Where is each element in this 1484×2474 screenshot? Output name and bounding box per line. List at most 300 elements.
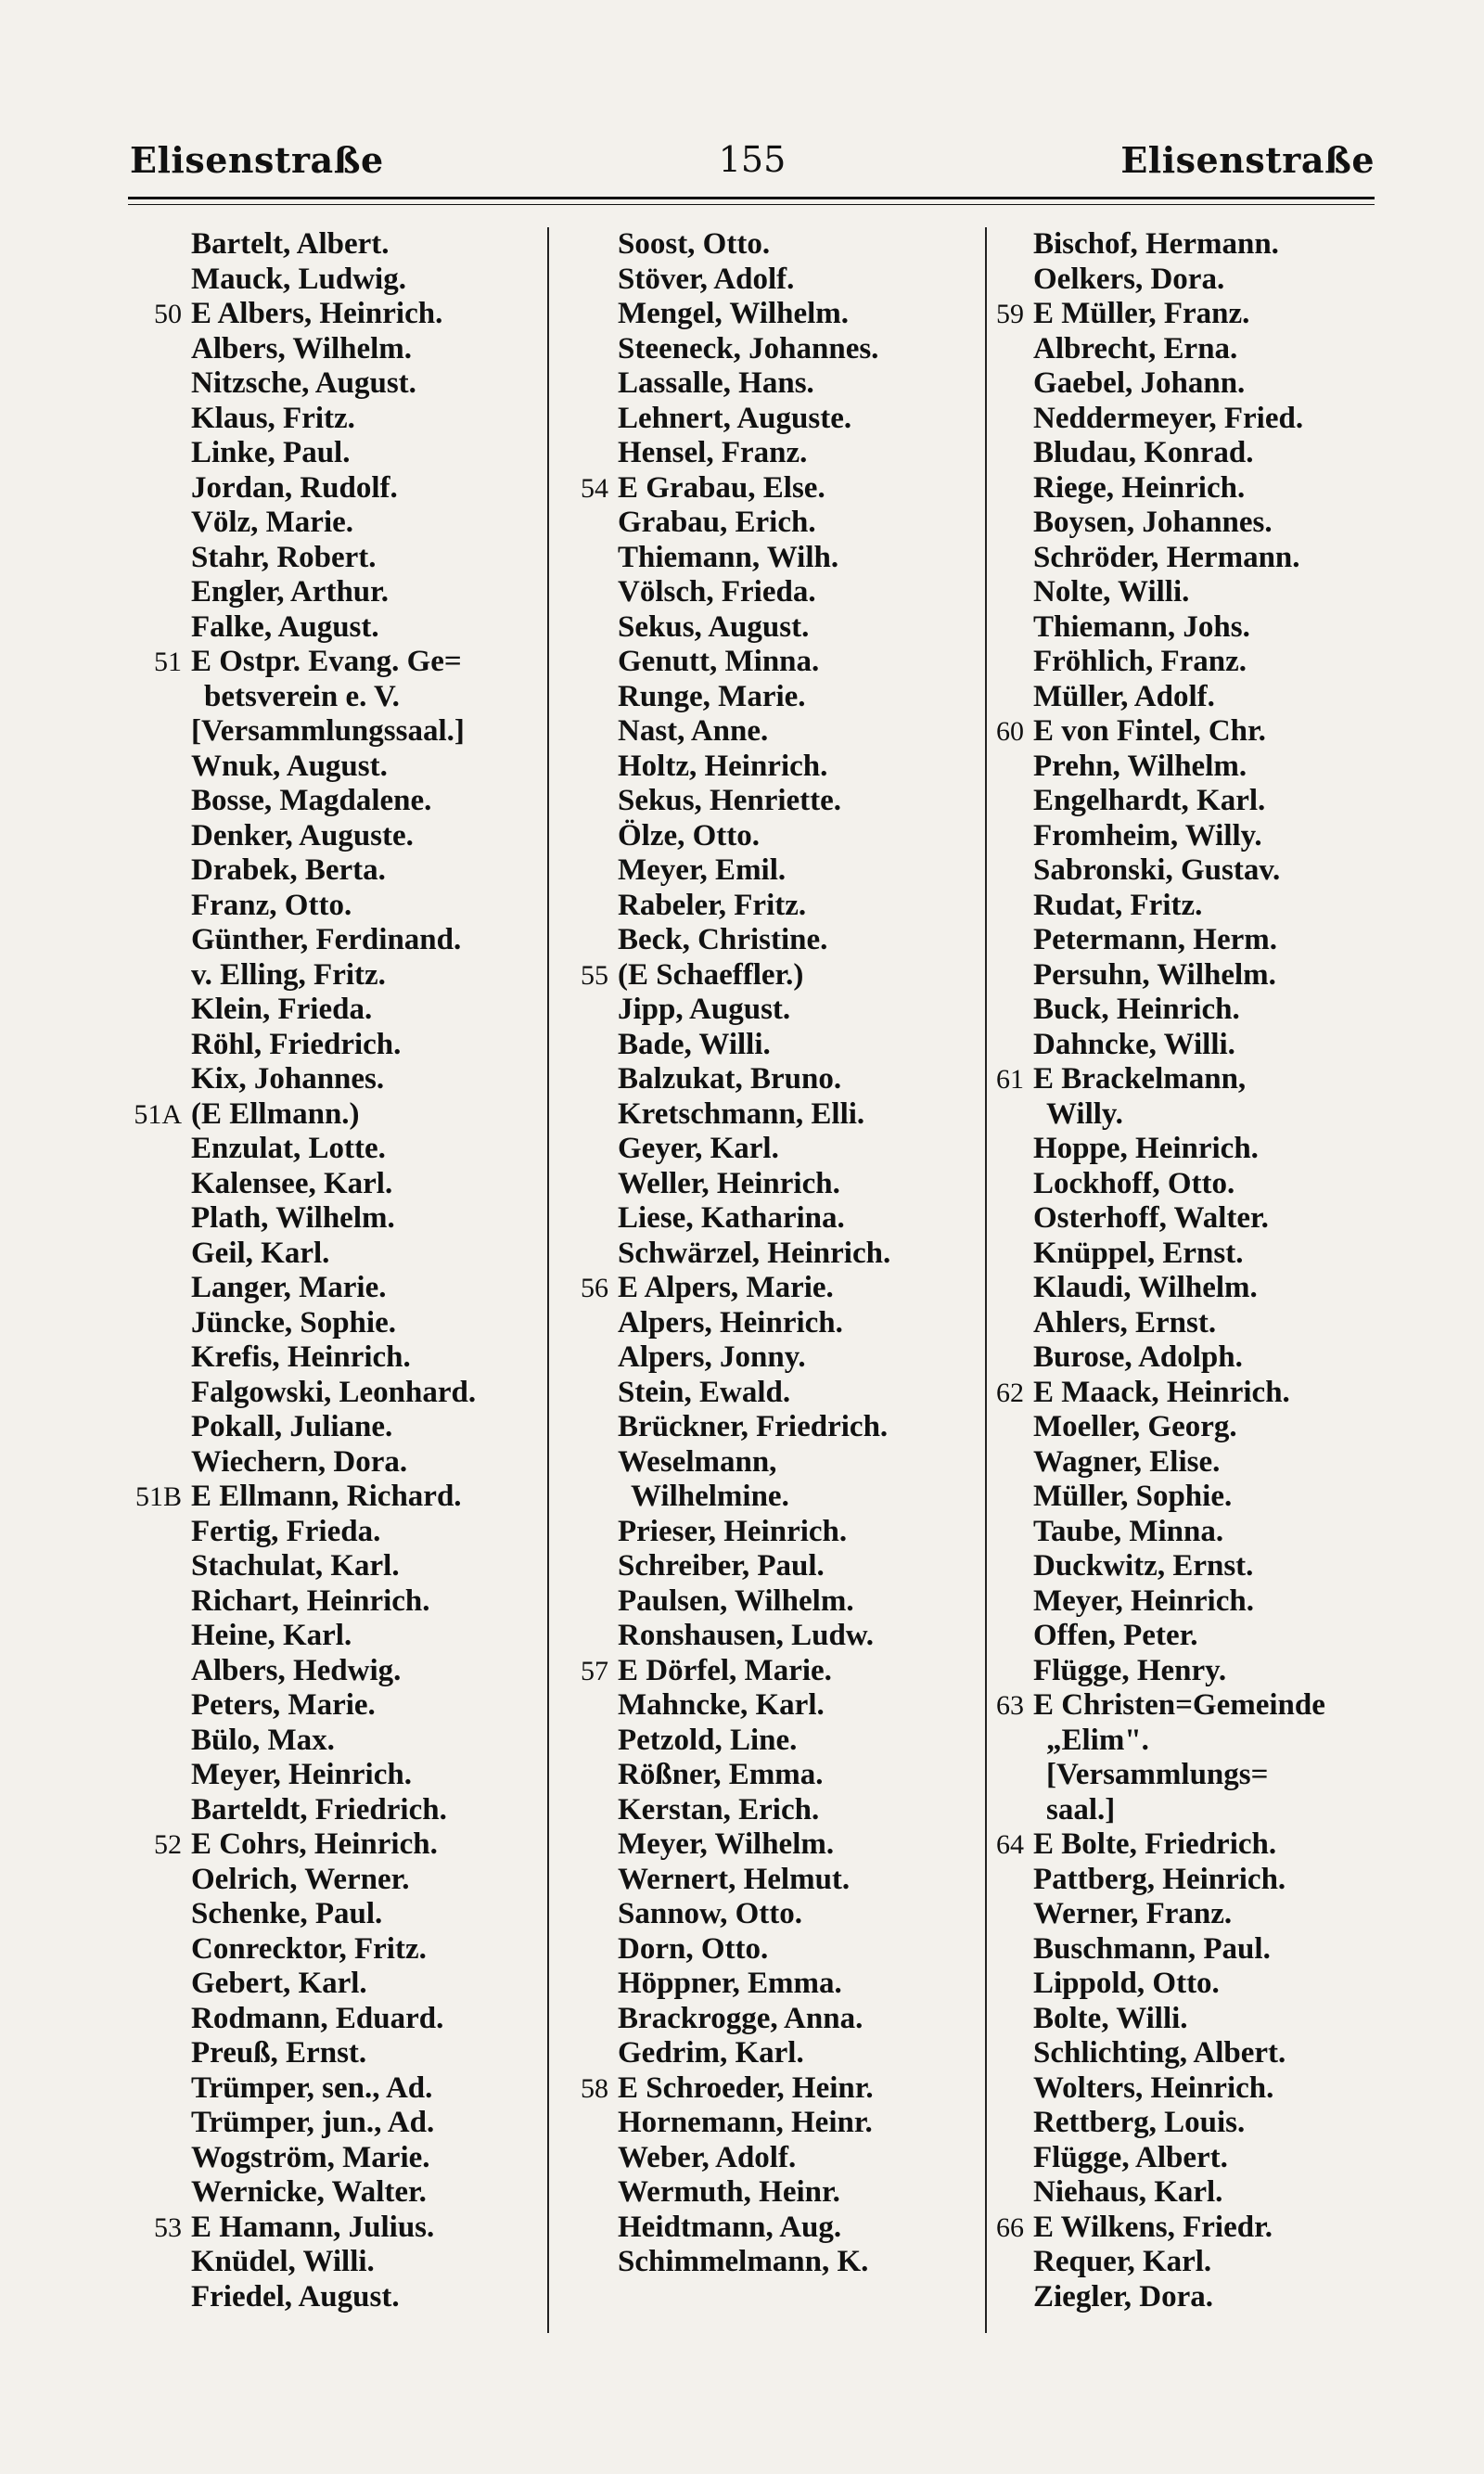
resident-name: E Schroeder, Heinr. <box>618 2070 874 2105</box>
directory-entry <box>556 575 981 610</box>
resident-name: (E Ellmann.) <box>191 1096 360 1131</box>
directory-entry <box>130 1827 545 1863</box>
directory-entry <box>130 1549 545 1584</box>
directory-entry <box>556 1863 981 1898</box>
resident-name: Willy. <box>1046 1096 1123 1131</box>
resident-name: Ölze, Otto. <box>618 818 761 852</box>
directory-entry <box>130 784 545 819</box>
resident-name: Hornemann, Heinr. <box>618 2106 873 2139</box>
directory-entry <box>130 2211 545 2246</box>
directory-entry <box>972 2245 1401 2280</box>
directory-entry <box>556 1237 981 1272</box>
directory-entry <box>130 506 545 541</box>
resident-name: Bartelt, Albert. <box>191 227 390 261</box>
directory-entry <box>556 784 981 819</box>
directory-entry <box>130 1480 545 1515</box>
resident-name: Mengel, Wilhelm. <box>618 297 850 330</box>
resident-name: Buck, Heinrich. <box>1033 993 1240 1026</box>
resident-name: Wermuth, Heinr. <box>618 2175 840 2209</box>
directory-entry <box>972 1932 1401 1968</box>
directory-entry <box>556 2245 981 2280</box>
directory-entry <box>972 889 1401 924</box>
resident-name: Albers, Wilhelm. <box>191 331 413 365</box>
directory-entry <box>130 923 545 958</box>
resident-name: Pokall, Juliane. <box>191 1410 393 1443</box>
resident-name: E Albers, Heinrich. <box>191 297 443 330</box>
resident-name: Engler, Arthur. <box>191 575 390 609</box>
directory-entry <box>556 1097 981 1133</box>
resident-name: Meyer, Wilhelm. <box>618 1827 835 1861</box>
directory-entry <box>130 541 545 576</box>
directory-entry <box>972 1724 1401 1759</box>
resident-name: Falgowski, Leonhard. <box>191 1375 477 1409</box>
directory-entry <box>972 610 1401 646</box>
directory-entry <box>556 714 981 750</box>
directory-entry <box>130 1376 545 1411</box>
resident-name: Grabau, Erich. <box>618 506 816 539</box>
directory-entry <box>556 2002 981 2037</box>
house-number: 50 <box>154 299 182 329</box>
resident-name: Kerstan, Erich. <box>618 1792 820 1827</box>
resident-name: Stahr, Robert. <box>191 540 377 574</box>
directory-entry <box>556 645 981 680</box>
resident-name: Schwärzel, Heinrich. <box>618 1236 891 1270</box>
resident-name: v. Elling, Fritz. <box>191 957 386 992</box>
directory-entry <box>130 1932 545 1968</box>
directory-entry <box>972 714 1401 750</box>
resident-name: Bülo, Max. <box>191 1723 335 1757</box>
resident-name: Petzold, Line. <box>618 1723 798 1757</box>
resident-name: Ziegler, Dora. <box>1033 2279 1213 2314</box>
directory-entry <box>972 366 1401 402</box>
resident-name: Müller, Adolf. <box>1033 679 1215 713</box>
house-number: 52 <box>154 1829 182 1860</box>
resident-name: Müller, Sophie. <box>1033 1480 1233 1513</box>
directory-entry <box>972 1584 1401 1620</box>
directory-entry <box>130 227 545 263</box>
resident-name: Petermann, Herm. <box>1033 923 1277 956</box>
directory-entry <box>972 1097 1401 1133</box>
resident-name: Hensel, Franz. <box>618 436 808 469</box>
resident-name: Weber, Adolf. <box>618 2140 797 2174</box>
directory-entry <box>130 1097 545 1133</box>
directory-entry <box>972 2002 1401 2037</box>
resident-name: Brückner, Friedrich. <box>618 1410 889 1443</box>
resident-name: Ronshausen, Ludw. <box>618 1619 875 1652</box>
resident-name: E Hamann, Julius. <box>191 2210 435 2244</box>
resident-name: Hoppe, Heinrich. <box>1033 1132 1259 1165</box>
resident-name: Conrecktor, Fritz. <box>191 1931 427 1966</box>
house-number: 59 <box>996 299 1024 329</box>
directory-entry <box>130 2071 545 2107</box>
directory-entry <box>556 1480 981 1515</box>
directory-entry <box>556 332 981 367</box>
directory-entry <box>556 2106 981 2141</box>
directory-entry <box>130 1688 545 1724</box>
directory-entry <box>556 2071 981 2107</box>
directory-entry <box>130 750 545 785</box>
resident-name: Brackrogge, Anna. <box>618 2001 864 2035</box>
directory-entry <box>972 2175 1401 2211</box>
page-header <box>130 139 1375 186</box>
directory-entry <box>556 853 981 889</box>
directory-entry <box>556 1549 981 1584</box>
directory-entry <box>972 227 1401 263</box>
resident-name: Nast, Anne. <box>618 714 769 748</box>
resident-name: Völz, Marie. <box>191 506 354 539</box>
directory-entry <box>556 2175 981 2211</box>
directory-entry <box>972 1201 1401 1237</box>
resident-name: Schreiber, Paul. <box>618 1549 825 1583</box>
directory-entry <box>556 1827 981 1863</box>
resident-name: Rabeler, Fritz. <box>618 888 807 922</box>
directory-entry <box>972 263 1401 298</box>
resident-name: Wnuk, August. <box>191 749 388 783</box>
directory-entry <box>972 1132 1401 1167</box>
resident-name: Drabek, Berta. <box>191 853 386 887</box>
resident-name: Rodmann, Eduard. <box>191 2001 444 2035</box>
directory-entry <box>556 1201 981 1237</box>
resident-name: Bade, Willi. <box>618 1027 771 1061</box>
directory-entry <box>130 366 545 402</box>
resident-name: Sekus, Henriette. <box>618 784 842 817</box>
directory-entry <box>556 1271 981 1306</box>
street-name-right: Elisenstraße <box>1120 139 1375 181</box>
directory-entry <box>130 436 545 471</box>
resident-name: E Christen=Gemeinde <box>1033 1688 1325 1722</box>
resident-name: Wolters, Heinrich. <box>1033 2070 1274 2105</box>
directory-entry <box>972 680 1401 715</box>
resident-name: Dahncke, Willi. <box>1033 1027 1235 1061</box>
directory-entry <box>556 610 981 646</box>
directory-entry <box>130 680 545 715</box>
house-number: 63 <box>996 1690 1024 1721</box>
resident-name: Bludau, Konrad. <box>1033 436 1254 469</box>
resident-name: (E Schaeffler.) <box>618 957 804 992</box>
resident-name: Sabronski, Gustav. <box>1033 853 1281 887</box>
directory-entry <box>130 1619 545 1654</box>
directory-entry <box>130 1410 545 1445</box>
resident-name: Geil, Karl. <box>191 1236 330 1270</box>
house-number: 64 <box>996 1829 1024 1860</box>
directory-entry <box>130 1445 545 1481</box>
directory-entry <box>972 1237 1401 1272</box>
resident-name: Stachulat, Karl. <box>191 1549 400 1583</box>
resident-name: Rudat, Fritz. <box>1033 888 1203 922</box>
directory-entry <box>556 1306 981 1341</box>
resident-name: Genutt, Minna. <box>618 645 820 678</box>
resident-name: Nolte, Willi. <box>1033 575 1190 609</box>
directory-entry <box>130 1654 545 1689</box>
resident-name: Klein, Frieda. <box>191 993 373 1026</box>
house-number: 54 <box>581 472 608 504</box>
resident-name: Falke, August. <box>191 609 379 644</box>
resident-name: Boysen, Johannes. <box>1033 506 1273 539</box>
resident-name: Wogström, Marie. <box>191 2140 430 2174</box>
resident-name: Bosse, Magdalene. <box>191 784 432 817</box>
resident-name: Denker, Auguste. <box>191 818 414 852</box>
directory-entry <box>972 1619 1401 1654</box>
directory-entry <box>972 1062 1401 1097</box>
resident-name: Jipp, August. <box>618 993 791 1026</box>
directory-entry <box>972 506 1401 541</box>
resident-name: Neddermeyer, Fried. <box>1033 401 1304 435</box>
resident-name: Albrecht, Erna. <box>1033 331 1238 365</box>
resident-name: Klaudi, Wilhelm. <box>1033 1271 1258 1304</box>
resident-name: Gedrim, Karl. <box>618 2036 804 2070</box>
column-3 <box>972 227 1401 2314</box>
directory-entry <box>972 402 1401 437</box>
directory-entry <box>130 471 545 506</box>
header-rule <box>128 197 1375 199</box>
directory-entry <box>972 1445 1401 1481</box>
directory-entry <box>556 889 981 924</box>
resident-name: Plath, Wilhelm. <box>191 1201 395 1235</box>
resident-name: Oelkers, Dora. <box>1033 262 1225 296</box>
resident-name: Gebert, Karl. <box>191 1967 367 2000</box>
directory-entry <box>556 1688 981 1724</box>
directory-entry <box>972 1967 1401 2002</box>
resident-name: Paulsen, Wilhelm. <box>618 1583 854 1618</box>
resident-name: Pattberg, Heinrich. <box>1033 1862 1286 1896</box>
directory-entry <box>556 1932 981 1968</box>
directory-entry <box>130 1758 545 1793</box>
directory-entry <box>556 471 981 506</box>
directory-entry <box>556 227 981 263</box>
house-number: 60 <box>996 716 1024 747</box>
directory-entry <box>130 993 545 1028</box>
directory-entry <box>130 402 545 437</box>
directory-entry <box>130 1271 545 1306</box>
resident-name: Rößner, Emma. <box>618 1758 824 1791</box>
directory-entry <box>130 1863 545 1898</box>
resident-name: Dorn, Otto. <box>618 1931 769 1966</box>
resident-name: Höppner, Emma. <box>618 1967 842 2000</box>
directory-entry <box>556 1793 981 1828</box>
resident-name: Alpers, Jonny. <box>618 1340 806 1374</box>
resident-name: Thiemann, Johs. <box>1033 609 1250 644</box>
house-number: 62 <box>996 1377 1024 1408</box>
directory-entry <box>556 1758 981 1793</box>
directory-entry <box>972 1340 1401 1376</box>
resident-name: Bischof, Hermann. <box>1033 227 1279 261</box>
resident-name: Niehaus, Karl. <box>1033 2175 1223 2209</box>
resident-name: Gaebel, Johann. <box>1033 366 1246 400</box>
resident-name: Duckwitz, Ernst. <box>1033 1549 1254 1583</box>
directory-entry <box>130 2002 545 2037</box>
resident-name: Lockhoff, Otto. <box>1033 1166 1235 1200</box>
directory-entry <box>130 1724 545 1759</box>
resident-name: Riege, Heinrich. <box>1033 470 1246 505</box>
resident-name: Weller, Heinrich. <box>618 1166 840 1200</box>
directory-entry <box>972 297 1401 332</box>
directory-entry <box>972 1688 1401 1724</box>
resident-name: Lippold, Otto. <box>1033 1967 1220 2000</box>
directory-entry <box>130 575 545 610</box>
resident-name: Knüdel, Willi. <box>191 2245 375 2278</box>
directory-entry <box>972 784 1401 819</box>
directory-entry <box>130 1515 545 1550</box>
house-number: 51B <box>134 1481 182 1512</box>
resident-name: Schenke, Paul. <box>191 1897 383 1930</box>
directory-entry <box>972 2280 1401 2315</box>
directory-entry <box>556 1619 981 1654</box>
resident-name: Engelhardt, Karl. <box>1033 784 1266 817</box>
resident-name: Osterhoff, Walter. <box>1033 1201 1269 1235</box>
directory-entry <box>130 1897 545 1932</box>
resident-name: Liese, Katharina. <box>618 1201 845 1235</box>
directory-entry <box>556 923 981 958</box>
resident-name: Stöver, Adolf. <box>618 262 795 296</box>
directory-entry <box>130 1584 545 1620</box>
directory-entry <box>972 1480 1401 1515</box>
resident-name: Geyer, Karl. <box>618 1132 779 1165</box>
resident-name: E Wilkens, Friedr. <box>1033 2210 1273 2244</box>
directory-entry <box>556 263 981 298</box>
house-number: 61 <box>996 1064 1024 1095</box>
resident-name: Fröhlich, Franz. <box>1033 645 1247 678</box>
directory-entry <box>972 645 1401 680</box>
resident-name: Wilhelmine. <box>631 1480 789 1513</box>
directory-entry <box>972 1271 1401 1306</box>
resident-name: Taube, Minna. <box>1033 1514 1224 1548</box>
resident-name: Kix, Johannes. <box>191 1062 385 1096</box>
column-1 <box>130 227 545 2314</box>
resident-name: E Brackelmann, <box>1033 1062 1247 1096</box>
resident-name: Wagner, Elise. <box>1033 1444 1221 1479</box>
directory-entry <box>556 1445 981 1481</box>
directory-entry <box>556 1167 981 1202</box>
column-divider <box>547 227 549 2333</box>
directory-entry <box>556 541 981 576</box>
resident-name: Steeneck, Johannes. <box>618 331 879 365</box>
directory-entry <box>130 1167 545 1202</box>
directory-entry <box>972 1549 1401 1584</box>
directory-entry <box>556 1132 981 1167</box>
directory-entry <box>972 1376 1401 1411</box>
resident-name: Burose, Adolph. <box>1033 1340 1243 1374</box>
resident-name: Soost, Otto. <box>618 227 771 261</box>
directory-entry <box>972 2106 1401 2141</box>
directory-entry <box>972 1028 1401 1063</box>
house-number: 56 <box>581 1273 608 1303</box>
directory-entry <box>130 2141 545 2176</box>
resident-name: Wernert, Helmut. <box>618 1862 851 1896</box>
directory-entry <box>972 853 1401 889</box>
resident-name: Runge, Marie. <box>618 679 806 713</box>
house-number: 57 <box>581 1655 608 1686</box>
resident-name: Stein, Ewald. <box>618 1375 791 1409</box>
resident-name: Trümper, sen., Ad. <box>191 2070 433 2105</box>
resident-name: Ahlers, Ernst. <box>1033 1305 1217 1340</box>
resident-name: Langer, Marie. <box>191 1271 387 1304</box>
directory-entry <box>130 1306 545 1341</box>
resident-name: Kretschmann, Elli. <box>618 1096 865 1131</box>
resident-name: Franz, Otto. <box>191 888 352 922</box>
directory-entry <box>972 2141 1401 2176</box>
column-2 <box>556 227 981 2280</box>
directory-entry <box>130 297 545 332</box>
resident-name: Fertig, Frieda. <box>191 1514 381 1548</box>
house-number: 53 <box>154 2211 182 2243</box>
resident-name: Linke, Paul. <box>191 436 351 469</box>
resident-name: Meyer, Heinrich. <box>1033 1583 1254 1618</box>
directory-entry <box>130 1967 545 2002</box>
resident-name: Kalensee, Karl. <box>191 1166 393 1200</box>
resident-name: E von Fintel, Chr. <box>1033 714 1266 748</box>
resident-name: E Alpers, Marie. <box>618 1271 834 1304</box>
resident-name: Völsch, Frieda. <box>618 575 816 609</box>
directory-entry <box>130 1340 545 1376</box>
directory-entry <box>972 1306 1401 1341</box>
directory-entry <box>130 2175 545 2211</box>
resident-name: Klaus, Fritz. <box>191 401 355 435</box>
resident-name: Knüppel, Ernst. <box>1033 1236 1244 1270</box>
resident-name: [Versammlungs= <box>1046 1758 1269 1791</box>
street-name-left: Elisenstraße <box>130 139 384 181</box>
directory-entry <box>972 575 1401 610</box>
directory-entry <box>556 2211 981 2246</box>
directory-entry <box>972 819 1401 854</box>
resident-name: Bolte, Willi. <box>1033 2001 1188 2035</box>
resident-name: Persuhn, Wilhelm. <box>1033 957 1276 992</box>
resident-name: betsverein e. V. <box>204 679 400 713</box>
directory-entry <box>972 436 1401 471</box>
directory-entry <box>972 923 1401 958</box>
directory-entry <box>130 263 545 298</box>
directory-entry <box>556 2036 981 2071</box>
resident-name: Jüncke, Sophie. <box>191 1305 396 1340</box>
resident-name: Barteldt, Friedrich. <box>191 1792 447 1827</box>
resident-name: Röhl, Friedrich. <box>191 1027 402 1061</box>
resident-name: Heidtmann, Aug. <box>618 2210 842 2244</box>
resident-name: E Bolte, Friedrich. <box>1033 1827 1277 1861</box>
directory-entry <box>130 2280 545 2315</box>
directory-entry <box>130 714 545 750</box>
resident-name: E Ostpr. Evang. Ge= <box>191 645 462 678</box>
resident-name: Trümper, jun., Ad. <box>191 2106 435 2139</box>
resident-name: [Versammlungssaal.] <box>191 714 465 748</box>
directory-entry <box>130 2106 545 2141</box>
resident-name: Nitzsche, August. <box>191 366 416 400</box>
directory-entry <box>130 1062 545 1097</box>
directory-entry <box>130 1201 545 1237</box>
resident-name: Günther, Ferdinand. <box>191 923 462 956</box>
resident-name: Mahncke, Karl. <box>618 1688 825 1722</box>
directory-entry <box>556 750 981 785</box>
resident-name: Holtz, Heinrich. <box>618 749 828 783</box>
directory-entry <box>130 2245 545 2280</box>
directory-entry <box>556 680 981 715</box>
resident-name: Wiechern, Dora. <box>191 1444 408 1479</box>
directory-entry <box>130 1793 545 1828</box>
directory-entry <box>556 2141 981 2176</box>
resident-name: Moeller, Georg. <box>1033 1410 1237 1443</box>
resident-name: Krefis, Heinrich. <box>191 1340 411 1374</box>
house-number: 58 <box>581 2072 608 2104</box>
directory-entry <box>556 402 981 437</box>
resident-name: Fromheim, Willy. <box>1033 818 1262 852</box>
directory-entry <box>556 1340 981 1376</box>
resident-name: Richart, Heinrich. <box>191 1583 430 1618</box>
directory-entry <box>972 1410 1401 1445</box>
resident-name: Mauck, Ludwig. <box>191 262 406 296</box>
directory-entry <box>556 1967 981 2002</box>
directory-entry <box>556 819 981 854</box>
directory-entry <box>972 1515 1401 1550</box>
resident-name: Flügge, Albert. <box>1033 2140 1228 2174</box>
directory-entry <box>972 993 1401 1028</box>
